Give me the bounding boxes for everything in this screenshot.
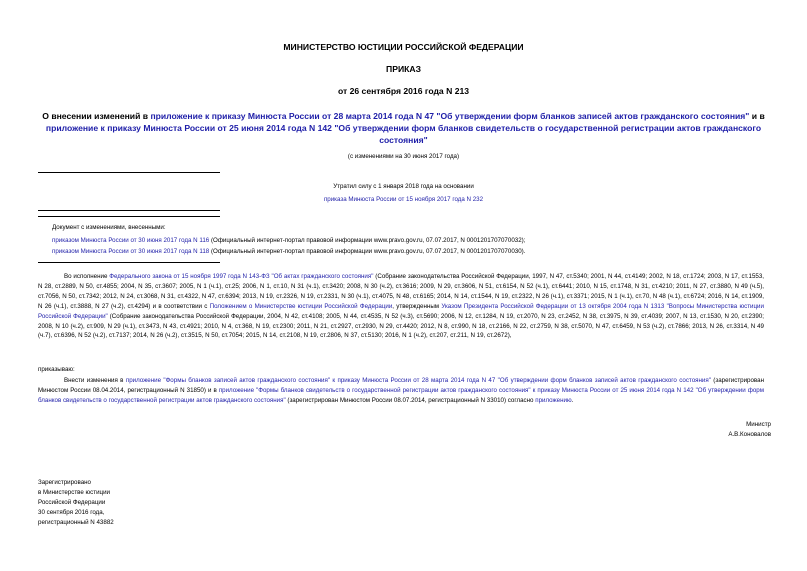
registration-line: Зарегистрировано: [38, 479, 91, 486]
ministry-heading: МИНИСТЕРСТВО ЮСТИЦИИ РОССИЙСКОЙ ФЕДЕРАЦИИ: [283, 42, 524, 52]
body-text: (зарегистрирован Минюстом России 08.04.2014, регистрационный N 31850) и в: [38, 377, 765, 394]
divider-line: [38, 172, 220, 173]
appendix-link[interactable]: приложению: [535, 396, 572, 404]
body-text: .: [571, 396, 574, 404]
presidential-decree-link[interactable]: Указом Президента Российской Федерации от 13 октября 2004 года N 1313 "Вопросы Министерства юстиции Российской Федерации": [38, 302, 764, 320]
amendment-link-116[interactable]: приказом Минюста России от 30 июня 2017 года N 116: [52, 237, 210, 244]
document-type-heading: ПРИКАЗ: [386, 64, 421, 74]
amendment-item: [52, 246, 752, 257]
regulation-link[interactable]: Положением о Министерстве юстиции Российской Федерации: [209, 302, 393, 310]
registration-block: [38, 478, 114, 528]
body-text: (зарегистрирован Минюстом России 08.07.2014, регистрационный N 33010) согласно: [285, 396, 536, 404]
title-link-order-47[interactable]: приложение к приказу Минюста России от 28 марта 2014 года N 47 "Об утверждении форм бланков записей актов гражданского состояния": [150, 111, 750, 121]
preamble-text: Во исполнение: [64, 273, 110, 280]
lost-force-text: Утратил силу с 1 января 2018 года на основании: [333, 183, 474, 190]
registration-line: Российской Федерации: [38, 499, 106, 506]
divider-line: [38, 216, 220, 217]
changes-note: (с изменениями на 30 июня 2017 года): [347, 153, 460, 160]
appendix-order-47-link[interactable]: приложение "Формы бланков записей актов гражданского состояния" к приказу Минюста России от 28 марта 2014 года N 47 "Об утверждении форм бланков записей актов гражданского состояния": [125, 377, 711, 384]
appendix-order-142-link[interactable]: приложение "Формы бланков свидетельств о государственной регистрации актов гражданского состояния" к приказу Минюста России от 25 июня 2014 года N 142 "Об утверждении форм бланков свидетельств о государственной регистрации актов гражданского состояния": [38, 386, 765, 404]
preamble-text: (Собрание законодательства Российской Федерации, 2004, N 42, ст.4108; 2005, N 44, ст.4535, N 52 (ч.3), ст.5690; 2006, N 12, ст.1284, N 19, ст.2070, N 23, ст.2452, N 38, ст.3975, N 39, ст.4039; 2007, N 13, ст.1530, N 20, ст.2390; 2008, N 10 (ч.2), ст.909, N 29 (ч.1), ст.3473, N 43, ст.4921; 2010, N 4, ст.368, N 19, ст.2300; 2011, N 21, ст.2927, ст.2930, N 29, ст.4420; 2012, N 8, ст.990, N 18, ст.2166, N 22, ст.2759, N 38, ст.5070, N 47, ст.6459, N 53 (ч.2), ст.7866; 2013, N 26, ст.3314, N 49 (ч.7), ст.6396, N 52 (ч.2), ст.7137; 2014, N 26 (ч.2), ст.3515, N 50, ст.7054; 2015, N 14, ст.2108, N 19, ст.2806, N 37, ст.5130; 2016, N 1 (ч.2), ст.207, ст.211, N 19, ст.2672),: [38, 312, 765, 340]
preamble-text: , утвержденным: [392, 302, 442, 310]
order-word: приказываю:: [38, 366, 75, 373]
title-text-part1: О внесении изменений в: [42, 111, 151, 121]
amendment-text: (Официальный интернет-портал правовой информации www.pravo.gov.ru, 07.07.2017, N 0001201707070030).: [209, 248, 526, 255]
signer-name: А.В.Коновалов: [728, 431, 771, 438]
registration-line: регистрационный N 43882: [38, 519, 114, 526]
registration-line: в Министерстве юстиции: [38, 489, 111, 496]
federal-law-link[interactable]: Федерального закона от 15 ноября 1997 года N 143-ФЗ "Об актах гражданского состояния": [109, 273, 374, 280]
amendment-item: [52, 235, 752, 246]
registration-line: 30 сентября 2016 года,: [38, 509, 105, 516]
divider-line: [38, 262, 220, 263]
signature-block: [728, 420, 771, 440]
title-link-order-142[interactable]: приложение к приказу Минюста России от 25 июня 2014 года N 142 "Об утверждении форм бланков свидетельств о государственной регистрации актов гражданского состояния": [45, 123, 762, 145]
preamble-paragraph: [38, 272, 764, 341]
amendments-block: [52, 222, 752, 257]
title-text-part2: и в: [749, 111, 765, 121]
amendments-heading: Документ с изменениями, внесенными:: [52, 224, 166, 231]
divider-line: [38, 210, 220, 211]
preamble-text: (Собрание законодательства Российской Федерации, 1997, N 47, ст.5340; 2001, N 44, ст.4149; 2002, N 18, ст.1724; 2003, N 17, ст.1553, N 28, ст.2889, N 50, ст.4855; 2004, N 35, ст.3607; 2005, N 1 (ч.1), ст.25; 2006, N 1, ст.10, N 31 (ч.1), ст.3420; 2008, N 30 (ч.2), ст.3616; 2009, N 29, ст.3606, N 51, ст.6154, N 52 (ч.1), ст.6441; 2010, N 15, ст.1748, N 31, ст.4210; 2011, N 27, ст.3880, N 49 (ч.5), ст.7056, N 50, ст.7342; 2012, N 24, ст.3068, N 31, ст.4322, N 47, ст.6394; 2013, N 19, ст.2326, N 19, ст.2331, N 30 (ч.1), ст.4075, N 48, ст.6165; 2014, N 14, ст.1544, N 19, ст.2322, N 26 (ч.1), ст.3371; 2015, N 1 (ч.1), ст.70, N 48 (ч.1), ст.6724; 2016, N 14, ст.1909, N 26 (ч.1), ст.3888, N 27 (ч.2), ст.4294) и в соответствии с: [38, 273, 765, 310]
amendment-link-118[interactable]: приказом Минюста России от 30 июня 2017 года N 118: [52, 248, 210, 255]
amendment-text: (Официальный интернет-портал правовой информации www.pravo.gov.ru, 07.07.2017, N 0001201707070032);: [209, 237, 526, 244]
document-title: [30, 110, 777, 146]
order-body-paragraph: [38, 376, 764, 406]
lost-force-link[interactable]: приказа Минюста России от 15 ноября 2017 года N 232: [323, 196, 484, 203]
document-date-number: от 26 сентября 2016 года N 213: [337, 86, 470, 96]
signer-position: Министр: [746, 421, 771, 428]
body-text: Внести изменения в: [64, 377, 126, 384]
